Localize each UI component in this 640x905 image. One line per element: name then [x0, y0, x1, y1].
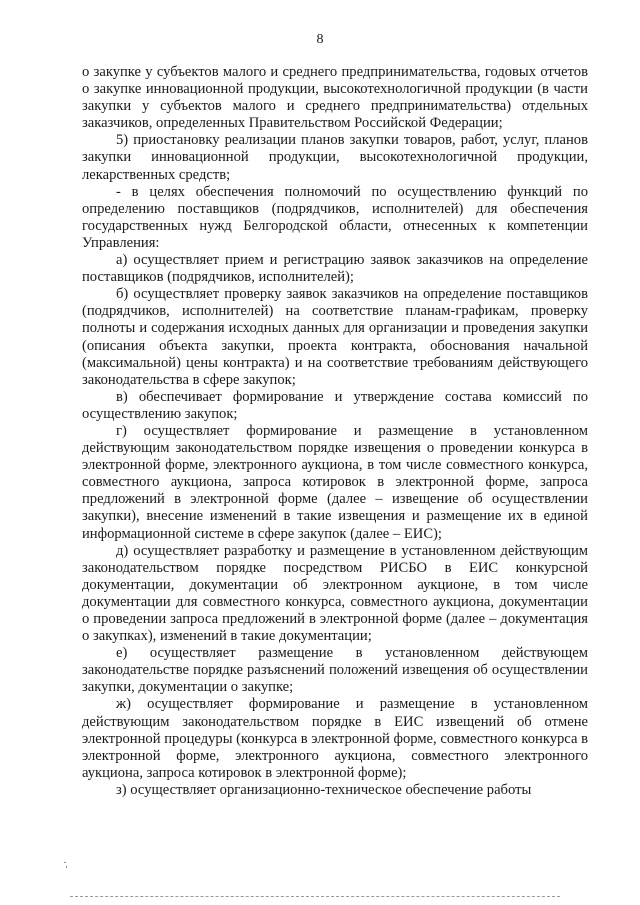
paragraph: о закупке у субъектов малого и среднего предпринимательства, годовых отчетов о закупке инновационной продукции, высокотехнологичной продукции (в части закупки у субъектов малого и среднего предпринимательства) отдельных заказчиков, определенных Правительством Российской Федерации;: [82, 64, 588, 132]
scan-edge-line: [70, 896, 560, 898]
paragraph: д) осуществляет разработку и размещение в установленном действующим законодательством порядке посредством РИСБО в ЕИС конкурсной документации, документации об электронном аукционе, в том числе документации для совместного конкурса, совместного аукциона, документации о проведении запроса предложений в электронной форме (далее – документация о закупках), изменений в такие документации;: [82, 542, 588, 645]
scan-speck: [64, 862, 66, 863]
scan-speck: [66, 866, 67, 868]
paragraph: - в целях обеспечения полномочий по осуществлению функций по определению поставщиков (подрядчиков, исполнителей) для обеспечения государственных нужд Белгородской области, отнесенных к компетенции Управления:: [82, 183, 588, 251]
paragraph: е) осуществляет размещение в установленном действующем законодательстве порядке разъяснений положений извещения об осуществлении закупки, документации о закупке;: [82, 645, 588, 696]
page-number: 8: [316, 32, 324, 47]
paragraph: б) осуществляет проверку заявок заказчиков на определение поставщиков (подрядчиков, исполнителей) на соответствие планам-графикам, проверку полноты и содержания исходных данных для организации и проведения закупки (описания объекта закупки, проекта контракта, обоснования начальной (максимальной) цены контракта) и на соответствие требованиям действующего законодательства в сфере закупок;: [82, 286, 588, 388]
paragraph: 5) приостановку реализации планов закупки товаров, работ, услуг, планов закупки инновационной продукции, высокотехнологичной продукции, лекарственных средств;: [82, 132, 588, 183]
paragraph: з) осуществляет организационно-техническое обеспечение работы: [116, 781, 532, 798]
paragraph: в) обеспечивает формирование и утверждение состава комиссий по осуществлению закупок;: [82, 388, 588, 422]
paragraph: г) осуществляет формирование и размещение в установленном действующим законодательством порядке извещения о проведении конкурса в электронной форме, электронного аукциона, в том числе совместного конкурса, совместного аукциона, запроса котировок в электронной форме, запроса предложений в электронной форме (далее – извещение об осуществлении закупки), внесение изменений в такие извещения и размещение их в единой информационной системе в сфере закупок (далее – ЕИС);: [82, 422, 588, 542]
paragraph: а) осуществляет прием и регистрацию заявок заказчиков на определение поставщиков (подрядчиков, исполнителей);: [82, 252, 588, 286]
document-body: [82, 64, 588, 799]
paragraph: ж) осуществляет формирование и размещение в установленном действующим законодательством порядке в ЕИС извещений об отмене электронной процедуры (конкурса в электронной форме, совместного конкурса в электронной форме, электронного аукциона, совместного электронного аукциона, запроса котировок в электронной форме);: [82, 696, 588, 781]
